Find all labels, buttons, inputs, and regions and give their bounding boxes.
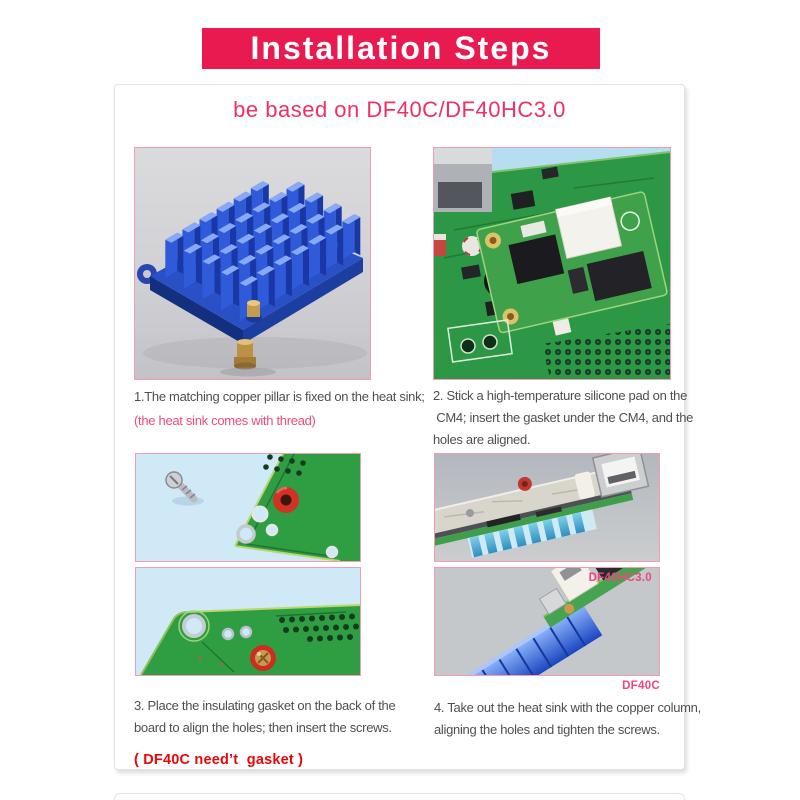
df40hc30-side-view-illustration — [435, 454, 659, 561]
df40c-side-view-illustration — [435, 568, 659, 675]
step4-caption-line: 4. Take out the heat sink with the copper column, — [434, 700, 701, 715]
step1-caption — [134, 386, 434, 432]
step3-caption — [134, 695, 434, 771]
step4-photo-df40hc30 — [434, 453, 660, 562]
step2-caption — [433, 385, 733, 451]
step2-caption-line: CM4; insert the gasket under the CM4, and the — [433, 410, 694, 425]
step3-photo-screw-inserted — [135, 567, 361, 676]
ethernet-jack — [434, 148, 492, 212]
heatsink-illustration — [135, 148, 370, 379]
red-gasket-ring — [273, 487, 299, 513]
step4-caption-line: aligning the holes and tighten the screws. — [434, 722, 660, 737]
step1-caption-line: 1.The matching copper pillar is fixed on the heat sink; — [134, 389, 425, 404]
df40hc30-label: DF40HC3.0 — [588, 572, 652, 584]
title-banner — [202, 28, 600, 69]
step2-caption-line: holes are aligned. — [433, 432, 531, 447]
step3-caption-line: board to align the holes; then insert the screws. — [134, 720, 392, 735]
content-card — [114, 84, 701, 770]
subtitle: be based on DF40C/DF40HC3.0 — [233, 97, 566, 122]
step3-caption-warning: ( DF40C need’t gasket ) — [134, 752, 304, 768]
pcb-back-screwed-illustration — [136, 568, 360, 675]
step2-photo-cm4-board — [433, 147, 671, 380]
next-card-top-edge — [114, 793, 685, 800]
page-title: Installation Steps — [250, 30, 552, 66]
gasket-with-screw — [250, 645, 276, 671]
step1-caption-note: (the heat sink comes with thread) — [134, 413, 316, 428]
step4-photo-df40c — [434, 567, 660, 676]
cm4-board-illustration — [434, 148, 670, 379]
step3-photo-screw-and-gasket — [135, 453, 361, 562]
step3-caption-line: 3. Place the insulating gasket on the back of the — [134, 698, 396, 713]
df40c-label: DF40C — [622, 680, 660, 692]
pcb-back-screw-illustration — [136, 454, 360, 561]
step2-caption-line: 2. Stick a high-temperature silicone pad on the — [433, 388, 688, 403]
step1-photo-heatsink — [134, 147, 371, 380]
step4-caption — [434, 697, 734, 741]
